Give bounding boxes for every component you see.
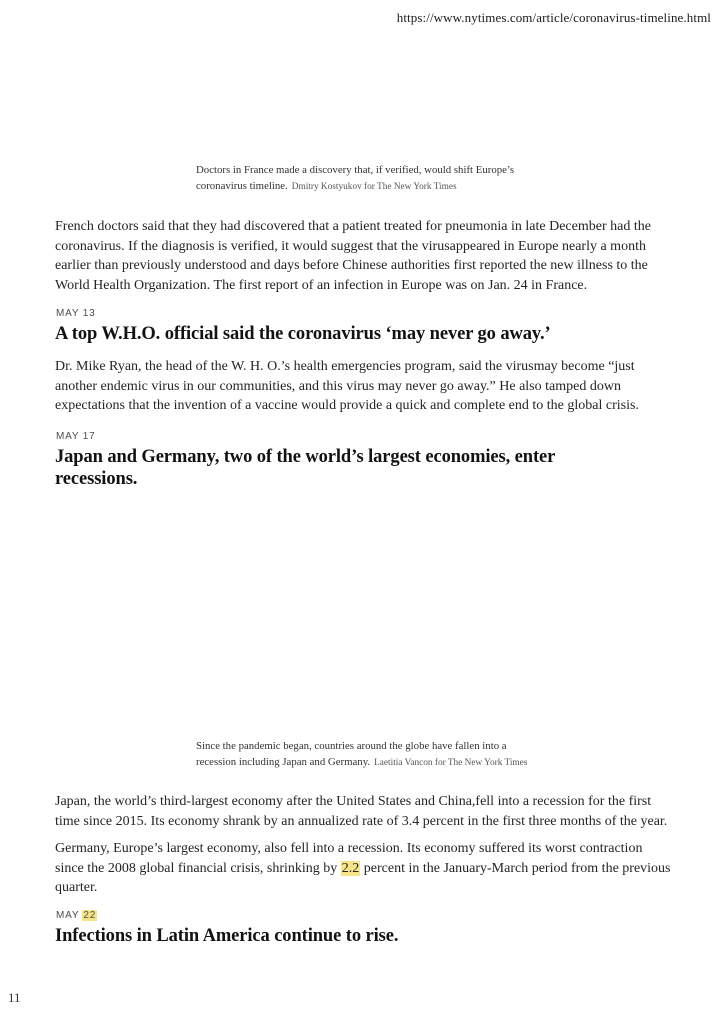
paragraph-germany-text-before: Germany, Europe’s largest economy, also fell into a recession. Its economy suffered its worst contraction since the 2008 global financial crisis, shrinking by (55, 841, 643, 876)
figure-1-credit: Dmitry Kostyukov for The New York Times (291, 181, 457, 192)
paragraph-japan-recession: Japan, the world’s third-largest economy after the United States and China,fell into a recession for the first time since 2015. Its economy shrank by an annualized rate of 3.4 percent in the first three months of the year. (55, 794, 668, 829)
paragraph-germany-recession (55, 839, 674, 898)
figure-2-credit: Laetitia Vancon for The New York Times (374, 757, 528, 768)
paragraph-germany-text-after: percent in the January-March period from the previous quarter. (55, 860, 671, 896)
section-date-prefix: MAY (56, 910, 80, 921)
highlight-22: 22 (83, 910, 97, 921)
section-heading-who-official: A top W.H.O. official said the coronavirus ‘may never go away.’ (55, 324, 551, 344)
figure-2-caption (196, 739, 541, 771)
section-heading-japan-germany: Japan and Germany, two of the world’s largest economies, enter recessions. (55, 447, 555, 489)
figure-1-caption (196, 163, 541, 195)
figure-1-caption-text: Doctors in France made a discovery that, if verified, would shift Europe’s coronavirus timeline. (196, 164, 515, 192)
page-number: 11 (8, 990, 21, 1005)
section-date-may-22 (56, 910, 97, 921)
paragraph-mike-ryan: Dr. Mike Ryan, the head of the W. H. O.’s health emergencies program, said the virusmay become “just another endemic virus in our communities, and this virus may never go away.” He also tamped down expectations that the invention of a vaccine would provide a quick and complete end to the global crisis. (55, 359, 639, 414)
section-date-may-13: MAY 13 (56, 308, 96, 319)
print-header-url: https://www.nytimes.com/article/coronavirus-timeline.html (396, 10, 711, 25)
figure-2-image (196, 494, 528, 734)
figure-1-image (196, 36, 528, 158)
highlight-2-2: 2.2 (341, 860, 360, 876)
section-date-may-17: MAY 17 (56, 431, 96, 442)
section-heading-latin-america: Infections in Latin America continue to rise. (55, 926, 399, 946)
paragraph-france-discovery: French doctors said that they had discovered that a patient treated for pneumonia in late December had the coronavirus. If the diagnosis is verified, it would suggest that the virusappeared in Europe nearly a month earlier than previously understood and days before Chinese authorities first reported the new illness to the World Health Organization. The first report of an infection in Europe was on Jan. 24 in France. (55, 219, 651, 293)
figure-2-caption-text: Since the pandemic began, countries around the globe have fallen into a recession including Japan and Germany. (196, 740, 507, 768)
